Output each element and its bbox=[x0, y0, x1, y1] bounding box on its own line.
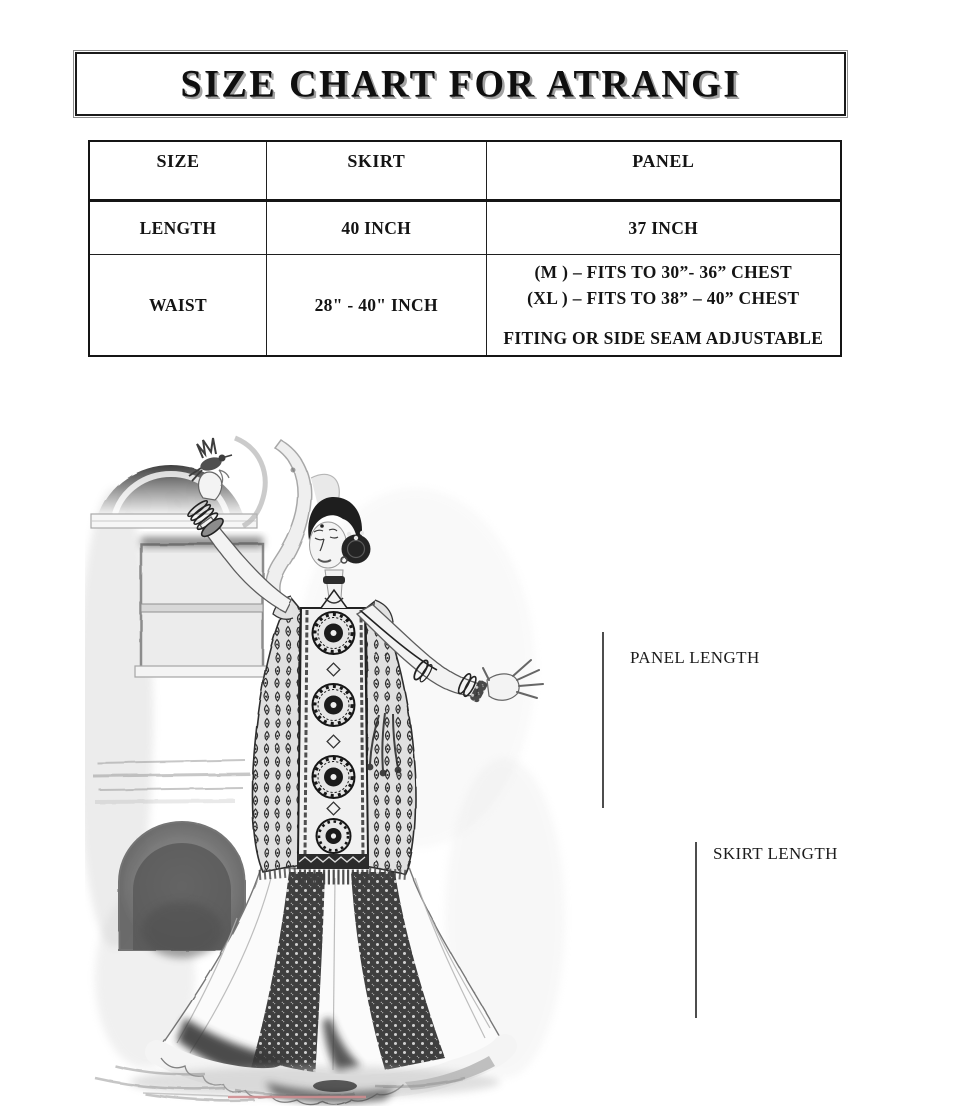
table-header-row bbox=[89, 141, 841, 201]
medallion bbox=[313, 756, 355, 798]
size-chart-table bbox=[88, 140, 842, 357]
medallion bbox=[313, 612, 355, 654]
panel-length-line bbox=[602, 632, 604, 808]
col-header-size: SIZE bbox=[89, 141, 266, 201]
waist-skirt-value: 28" - 40" INCH bbox=[266, 255, 486, 357]
waist-row-label: WAIST bbox=[89, 255, 266, 357]
title-banner bbox=[75, 52, 846, 116]
table-row-length bbox=[89, 201, 841, 255]
medallion bbox=[317, 819, 351, 853]
col-header-skirt: SKIRT bbox=[266, 141, 486, 201]
panel-fit-xl: (XL ) – FITS TO 38” – 40” CHEST bbox=[527, 288, 800, 309]
page-title: SIZE CHART FOR ATRANGI bbox=[180, 62, 741, 106]
elephant-eye bbox=[291, 468, 296, 473]
dancer-illustration bbox=[85, 418, 573, 1106]
archway bbox=[119, 822, 245, 958]
dome-arch bbox=[91, 438, 265, 528]
panel-fit-note: FITING OR SIDE SEAM ADJUSTABLE bbox=[503, 327, 824, 348]
barred-window bbox=[135, 537, 269, 677]
waist-panel-cell bbox=[486, 255, 841, 357]
medallion bbox=[313, 684, 355, 726]
col-header-panel: PANEL bbox=[486, 141, 841, 201]
length-row-label: LENGTH bbox=[89, 201, 266, 255]
panel-fit-m: (M ) – FITS TO 30”- 36” CHEST bbox=[534, 262, 792, 283]
choker-necklace bbox=[323, 576, 345, 584]
panel-length-label: PANEL LENGTH bbox=[630, 648, 760, 667]
bindi bbox=[320, 524, 324, 528]
length-skirt-value: 40 INCH bbox=[266, 201, 486, 255]
skirt-length-label: SKIRT LENGTH bbox=[713, 844, 838, 863]
skirt-length-line bbox=[695, 842, 697, 1018]
raised-hand bbox=[199, 472, 222, 500]
length-panel-value: 37 INCH bbox=[486, 201, 841, 255]
table-row-waist bbox=[89, 255, 841, 357]
